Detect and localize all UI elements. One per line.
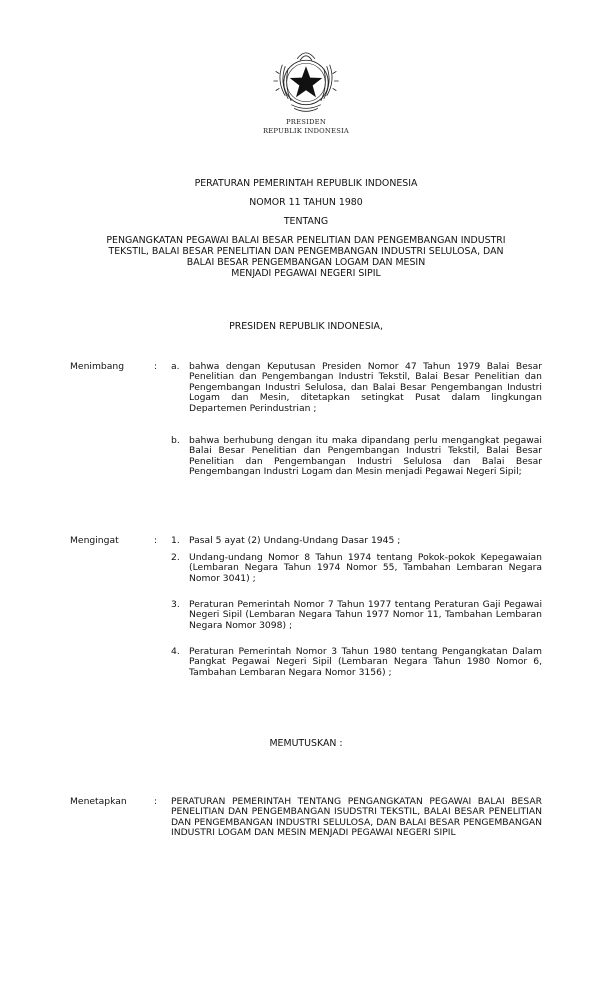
regulation-number: NOMOR 11 TAHUN 1980 xyxy=(249,197,363,208)
item-text: bahwa dengan Keputusan Presiden Nomor 47 Tahun 1979 Balai Besar Penelitian dan Pengembangan Industri Tekstil, Balai Besar Penelitian dan Pengembangan Industri Selulosa, dan Balai Besar Pengembangan Industri Logam dan Mesin, ditetapkan setingkat Pusat dalam lingkungan Departemen Perindustrian ; xyxy=(189,361,542,414)
subject-line: TEKSTIL, BALAI BESAR PENELITIAN DAN PENGEMBANGAN INDUSTRI SELULOSA, DAN xyxy=(108,246,504,257)
president-label: PRESIDEN xyxy=(286,118,326,126)
menimbang-section xyxy=(70,362,542,512)
regulation-tentang: TENTANG xyxy=(283,216,329,227)
item-number: 3. xyxy=(171,599,180,610)
republic-label: REPUBLIK INDONESIA xyxy=(262,127,350,135)
president-heading: PRESIDEN REPUBLIK INDONESIA, xyxy=(229,321,383,332)
item-number: a. xyxy=(171,361,180,372)
item-number: b. xyxy=(171,435,180,446)
item-text: bahwa berhubung dengan itu maka dipandang perlu mengangkat pegawai Balai Besar Penelitian dan Pengembangan Industri Tekstil, Balai Besar Penelitian dan Pengembangan Industri Selulosa dan Balai Besar Pengembangan Industri Logam dan Mesin menjadi Pegawai Negeri Sipil; xyxy=(189,435,542,478)
regulation-subject xyxy=(0,235,612,279)
decision-heading: MEMUTUSKAN : xyxy=(269,738,343,749)
item-text: Undang-undang Nomor 8 Tahun 1974 tentang Pokok-pokok Kepegawaian (Lembaran Negara Tahun 1974 Nomor 55, Tambahan Lembaran Negara Nomor 3041) ; xyxy=(189,552,542,584)
item-text: Pasal 5 ayat (2) Undang-Undang Dasar 1945 ; xyxy=(189,535,401,546)
section-colon: : xyxy=(154,796,158,807)
section-label: Menimbang xyxy=(70,361,125,372)
section-label: Menetapkan xyxy=(70,796,127,807)
item-number: 4. xyxy=(171,646,180,657)
subject-line: BALAI BESAR PENGEMBANGAN LOGAM DAN MESIN xyxy=(186,257,426,268)
item-number: 1. xyxy=(171,535,180,546)
subject-line: PENGANGKATAN PEGAWAI BALAI BESAR PENELITIAN DAN PENGEMBANGAN INDUSTRI xyxy=(106,235,506,246)
section-colon: : xyxy=(154,361,158,372)
menetapkan-section xyxy=(70,797,542,857)
item-text: Peraturan Pemerintah Nomor 3 Tahun 1980 tentang Pengangkatan Dalam Pangkat Pegawai Negeri Sipil (Lembaran Negara Tahun 1980 Nomor 6, Tambahan Lembaran Negara Nomor 3156) ; xyxy=(189,646,542,678)
garuda-emblem-icon xyxy=(269,44,343,118)
item-text: PERATURAN PEMERINTAH TENTANG PENGANGKATAN PEGAWAI BALAI BESAR PENELITIAN DAN PENGEMBANGAN ISUDSTRI TEKSTIL, BALAI BESAR PENELITIAN DAN PENGEMBANGAN INDUSTRI SELULOSA, DAN BALAI BESAR PENGEMBANGAN INDUSTRI LOGAM DAN MESIN MENJADI PEGAWAI NEGERI SIPIL xyxy=(171,796,542,839)
mengingat-section xyxy=(70,536,542,716)
subject-line: MENJADI PEGAWAI NEGERI SIPIL xyxy=(231,268,381,279)
item-number: 2. xyxy=(171,552,180,563)
section-colon: : xyxy=(154,535,158,546)
section-label: Mengingat xyxy=(70,535,119,546)
regulation-title: PERATURAN PEMERINTAH REPUBLIK INDONESIA xyxy=(194,178,418,189)
item-text: Peraturan Pemerintah Nomor 7 Tahun 1977 tentang Peraturan Gaji Pegawai Negeri Sipil (Lembaran Negara Tahun 1977 Nomor 11, Tambahan Lembaran Negara Nomor 3098) ; xyxy=(189,599,542,631)
